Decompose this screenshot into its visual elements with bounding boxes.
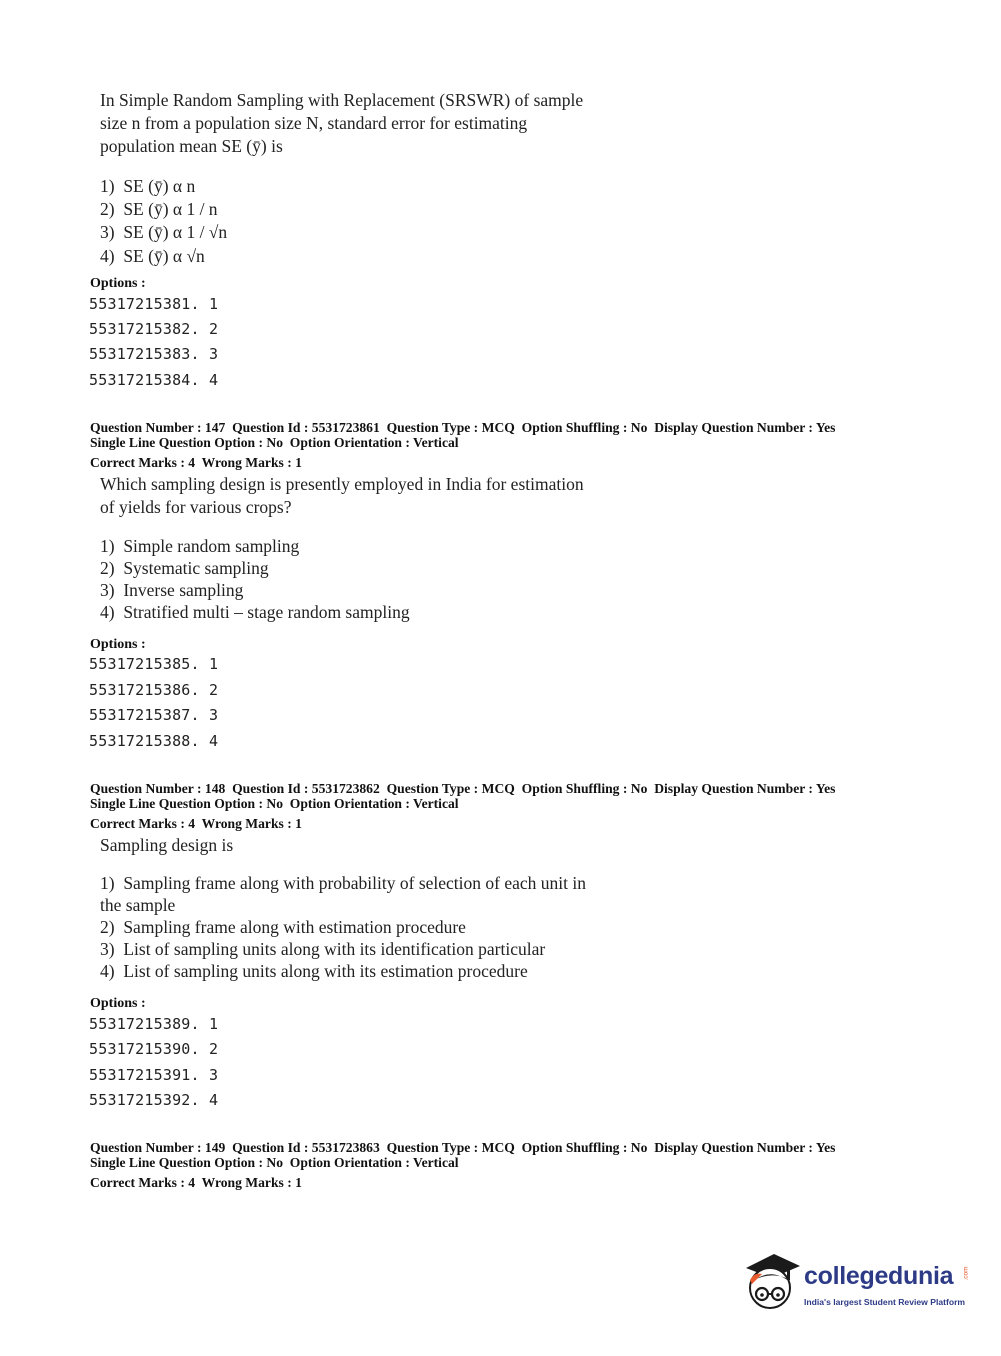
option-id-row: 55317215385. 1 — [89, 655, 219, 673]
marks-line: Correct Marks : 4 Wrong Marks : 1 — [90, 816, 302, 831]
logo-suffix: .com — [962, 1266, 970, 1281]
option-id-row: 55317215382. 2 — [89, 320, 219, 338]
question-text-line: population mean SE (ȳ) is — [100, 136, 283, 156]
student-mascot-icon — [742, 1250, 804, 1320]
marks-line: Correct Marks : 4 Wrong Marks : 1 — [90, 455, 302, 470]
logo-tagline: India's largest Student Review Platform — [804, 1297, 966, 1307]
choice-2: 2) SE (ȳ) α 1 / n — [100, 199, 218, 219]
option-id-row: 55317215387. 3 — [89, 706, 219, 724]
question-meta-line: Single Line Question Option : No Option Orientation : Vertical — [90, 796, 459, 811]
choice-2: 2) Systematic sampling — [100, 558, 269, 578]
question-meta-line: Question Number : 149 Question Id : 5531723863 Question Type : MCQ Option Shuffling : No Display Question Number : Yes — [90, 1140, 836, 1155]
option-id-row: 55317215384. 4 — [89, 371, 219, 389]
option-id-row: 55317215390. 2 — [89, 1040, 219, 1058]
marks-line: Correct Marks : 4 Wrong Marks : 1 — [90, 1175, 302, 1190]
option-id-row: 55317215392. 4 — [89, 1091, 219, 1109]
question-text-line: Which sampling design is presently employed in India for estimation — [100, 474, 584, 494]
options-label: Options : — [90, 637, 146, 652]
question-text-line: In Simple Random Sampling with Replacement (SRSWR) of sample — [100, 90, 584, 110]
question-text-line: Sampling design is — [100, 835, 234, 855]
option-id-row: 55317215383. 3 — [89, 345, 219, 363]
option-id-row: 55317215381. 1 — [89, 295, 219, 313]
question-meta-line: Single Line Question Option : No Option Orientation : Vertical — [90, 1155, 459, 1170]
choice-3: 3) Inverse sampling — [100, 580, 244, 600]
question-meta-line: Question Number : 147 Question Id : 5531723861 Question Type : MCQ Option Shuffling : No Display Question Number : Yes — [90, 420, 836, 435]
choice-4: 4) List of sampling units along with its estimation procedure — [100, 961, 528, 981]
question-meta-line: Single Line Question Option : No Option Orientation : Vertical — [90, 435, 459, 450]
choice-4: 4) SE (ȳ) α √n — [100, 246, 205, 266]
question-text-line: size n from a population size N, standard error for estimating — [100, 113, 528, 133]
options-label: Options : — [90, 276, 146, 291]
choice-1: 1) Simple random sampling — [100, 536, 300, 556]
choice-2: 2) Sampling frame along with estimation procedure — [100, 917, 466, 937]
choice-1: 1) SE (ȳ) α n — [100, 176, 196, 196]
logo-wordmark: collegedunia — [804, 1262, 954, 1290]
option-id-row: 55317215391. 3 — [89, 1066, 219, 1084]
choice-3: 3) List of sampling units along with its identification particular — [100, 939, 546, 959]
question-meta-line: Question Number : 148 Question Id : 5531723862 Question Type : MCQ Option Shuffling : No Display Question Number : Yes — [90, 781, 836, 796]
choice-4: 4) Stratified multi – stage random sampling — [100, 602, 410, 622]
options-label: Options : — [90, 996, 146, 1011]
option-id-row: 55317215389. 1 — [89, 1015, 219, 1033]
option-id-row: 55317215388. 4 — [89, 732, 219, 750]
collegedunia-logo — [742, 1250, 972, 1320]
choice-3: 3) SE (ȳ) α 1 / √n — [100, 222, 228, 242]
choice-1-continued: the sample — [100, 895, 176, 915]
choice-1: 1) Sampling frame along with probability of selection of each unit in — [100, 873, 586, 893]
question-text-line: of yields for various crops? — [100, 497, 292, 517]
option-id-row: 55317215386. 2 — [89, 681, 219, 699]
